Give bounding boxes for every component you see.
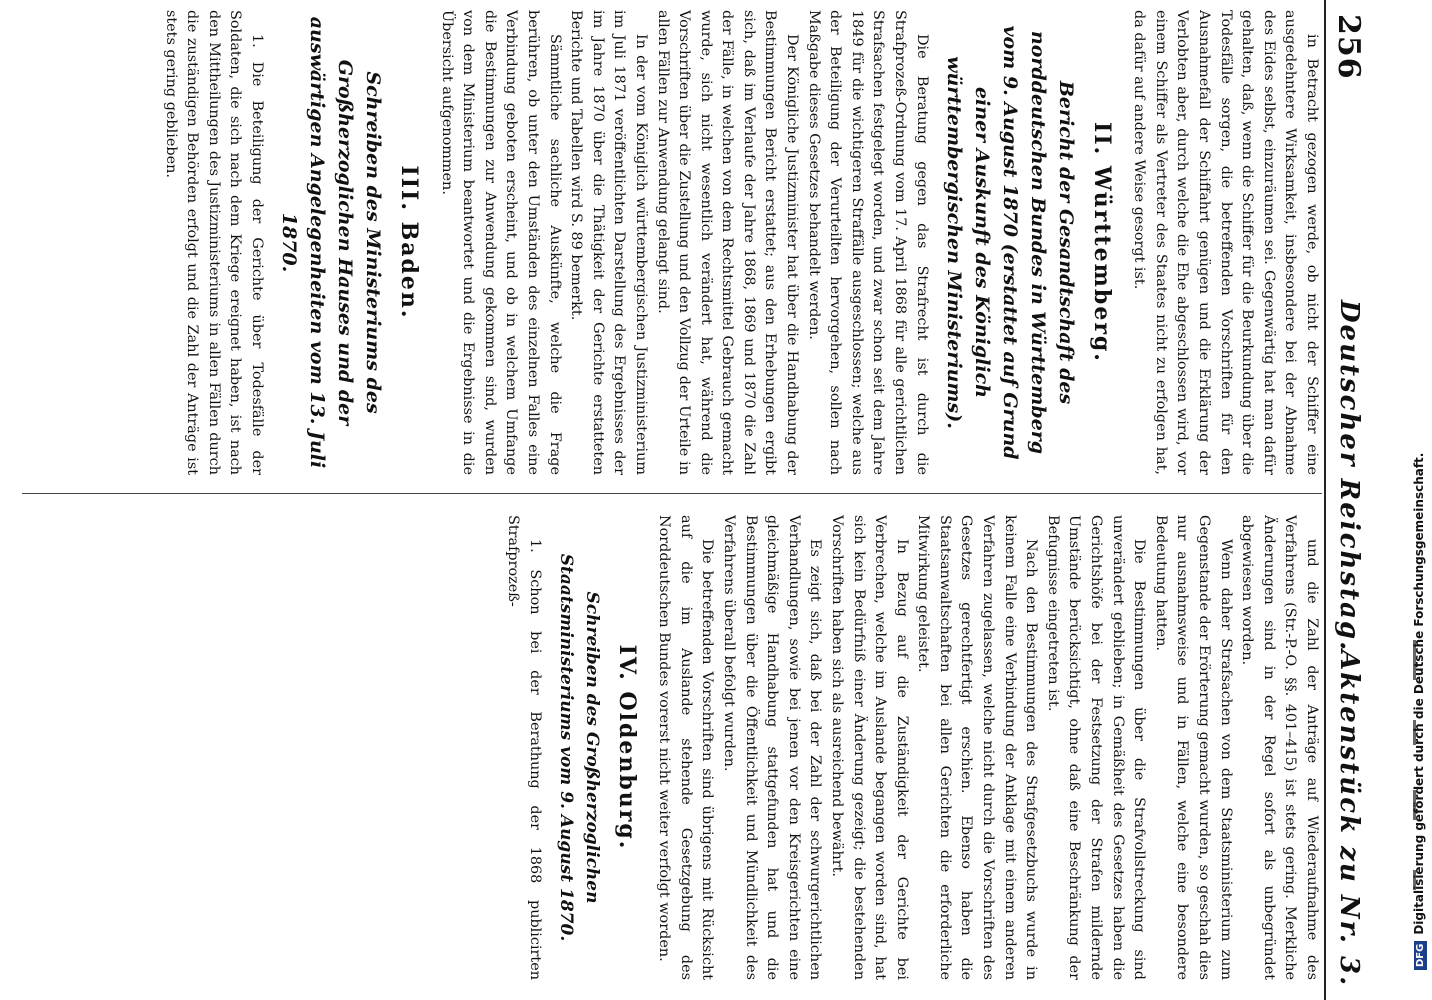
digitization-credit xyxy=(1412,453,1427,970)
paragraph: Der Königliche Justizminister hat über die Handhabung der Bestimmungen Bericht erstattet; aus den Erhebungen ergibt sich, daß im Verlaufe der Jahre 1868, 1869 und 1870 die Zahl der Fälle, in welchen von dem Rechtsmittel Gebrauch gemacht wurde, sich nicht wesentlich verändert hat, während die Vorschriften über die Zustellung und den Vollzug der Urteile in allen Fällen zur Anwendung gelangt sind. xyxy=(654,10,801,475)
credit-text: Digitalisierung gefördert durch die Deutsche Forschungsgemeinschaft. xyxy=(1412,452,1426,935)
paragraph: Es zeigt sich, daß bei der Zahl der schwurgerichtlichen Verhandlungen, sowie bei jenen vor den Kreisgerichten eine gleichmäßige Handhabung stattgefunden hat und die Bestimmungen über die Öffentlichkeit und Mündlichkeit des Verfahrens überall befolgt wurden. xyxy=(720,515,824,980)
document-title-wuerttemberg: Bericht der Gesandtschaft des norddeutschen Bundes in Württemberg vom 9. August 1870 (erstattet auf Grund einer Auskunft des Königlich württembergischen Ministeriums). xyxy=(942,25,1077,460)
document-title-baden: Schreiben des Ministeriums des Großherzoglichen Hauses und der auswärtigen Angelegenheiten vom 13. Juli 1870. xyxy=(278,16,384,469)
section-heading-wuerttemberg: II. Württemberg. xyxy=(1088,122,1115,363)
page-number: 256 xyxy=(1331,14,1366,80)
paragraph: Die betreffenden Vorschriften sind übrigens mit Rücksicht auf die im Auslande stehende Gesetzgebung des Norddeutschen Bundes vorerst nicht weiter verfolgt worden. xyxy=(656,515,716,980)
paragraph: 1. Die Beteiligung der Gerichte über Todesfälle der Soldaten, die sich nach dem Kriege ereignet haben, ist nach den Mittheilungen des Justizministeriums in allen Fällen durch die zuständigen Behörden erfolgt und die Zahl der Anträge ist stets gering geblieben. xyxy=(162,10,265,475)
paragraph: In der vom Königlich württembergischen Justizministerium im Juli 1871 veröffentlichten Darstellung des Ergebnisses der im Jahre 1870 über die Thätigkeit der Gerichte erstatteten Berichte und Tabellen wird S. 89 bemerkt. xyxy=(568,10,649,475)
paragraph: in Betracht gezogen werde, ob nicht der Schiffer eine ausgedehntere Wirksamkeit, insbesondere bei der Abnahme des Eides selbst, einzuräumen sei. Gegenwärtig hat man dafür gehalten, daß, wenn die Schiffer für die Beurkundung über die Todesfälle sorgen, die betreffenden Vorschriften für den Ausnahmefall der Schiffahrt genügen und die Erklärung der Verlobten aber, durch welche die Ehe abgeschlossen wird, vor einem Schiffer als Vertreter des Staates nicht zu erfolgen hat, da dafür auf andere Weise gesorgt ist. xyxy=(1131,10,1320,475)
paragraph: In Bezug auf die Zuständigkeit der Gerichte bei Verbrechen, welche im Auslande begangen worden sind, hat sich kein Bedürfniß einer Änderung gezeigt; die bestehenden Vorschriften haben sich als ausreichend bewährt. xyxy=(828,515,910,980)
document-reference: Aktenstück zu Nr. 3. xyxy=(1334,650,1364,988)
dfg-logo: DFG xyxy=(1414,941,1427,970)
header-rule xyxy=(1324,0,1326,1000)
section-heading-oldenburg: IV. Oldenburg. xyxy=(613,644,640,851)
running-head xyxy=(1326,0,1366,1000)
right-column xyxy=(17,515,1322,980)
paragraph: Die Bestimmungen über die Strafvollstreckung sind unverändert geblieben; in Gemäßheit des Gesetzes haben die Gerichtshöfe bei der Festsetzung der Strafen mildernde Umstände berücksichtigt, ohne daß eine Beschränkung der Befugnisse eingetreten ist. xyxy=(1044,515,1148,980)
column-divider xyxy=(22,493,1322,494)
left-column xyxy=(17,10,1322,475)
publication-title: Deutscher Reichstag. xyxy=(1334,300,1364,653)
paragraph: Die Beratung gegen das Strafrecht ist durch die Strafprozeß-Ordnung vom 17. April 1868 für alle gerichtlichen Strafsachen festgelegt worden, und zwar schon seit dem Jahre 1849 für die wichtigeren Straffälle ausgeschlossen; welche aus der Beteiligung der Verurteilten hervorgehen, sollen nach Maßgabe dieses Gesetzes behandelt werden. xyxy=(805,10,930,475)
rotated-newspaper-page xyxy=(10,0,1370,1000)
section-heading-baden: III. Baden. xyxy=(396,165,422,320)
paragraph: 1. Schon bei der Berathung der 1868 publicirten Strafprozeß- xyxy=(505,515,543,980)
paragraph: und die Zahl der Anträge auf Wiederaufnahme des Verfahrens (Str.-P.-O. §§. 401–415) ist stets gering. Merkliche Änderungen sind in der Regel sofort als unbegründet abgewiesen worden. xyxy=(1239,515,1320,980)
paragraph: Nach den Bestimmungen des Strafgesetzbuchs wurde in keinem Falle eine Verbindung der Anklage mit einem anderen Verfahren zugelassen, welche nicht durch die Vorschriften des Gesetzes gerechtfertigt erschien. Ebenso haben die Staatsanwaltschaften bei allen Gerichten die erforderliche Mitwirkung geleistet. xyxy=(915,515,1040,980)
paragraph: Wenn daher Strafsachen von dem Staatsministerium zum Gegenstande der Erörterung gemacht wurden, so geschah dies nur ausnahmsweise und in Fällen, welche eine besondere Bedeutung hatten. xyxy=(1152,515,1234,980)
document-title-oldenburg: Schreiben des Großherzoglichen Staatsministeriums vom 9. August 1870. xyxy=(555,553,602,942)
paragraph: Sämmtliche sachliche Auskünfte, welche die Frage berühren, ob unter den Umständen des einzelnen Falles eine Verbindung geboten erscheint, und ob in welchem Umfange die Bestimmungen zur Anwendung gekommen sind, wurden von dem Ministerium beantwortet und die Ergebnisse in die Übersicht aufgenommen. xyxy=(438,10,563,475)
